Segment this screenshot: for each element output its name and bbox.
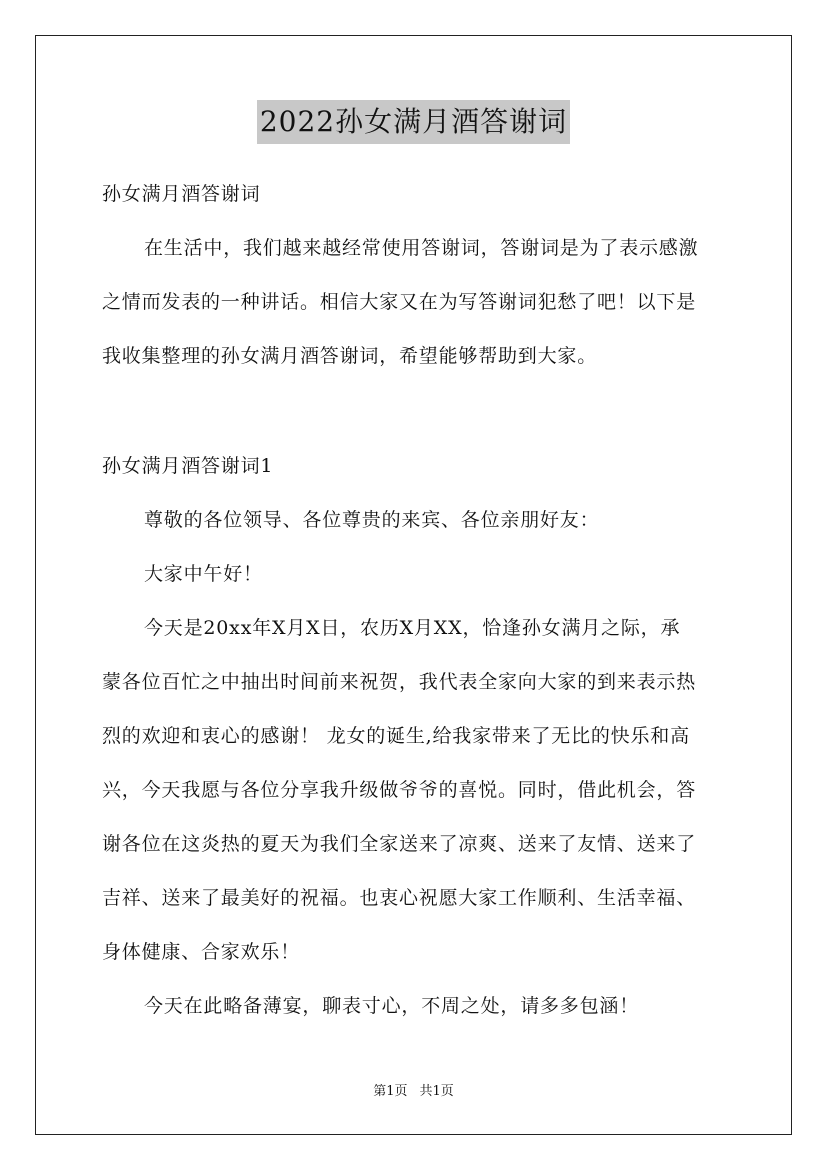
body-paragraph-line: 今天是20xx年X月X日，农历X月XX，恰逢孙女满月之际，承: [144, 617, 681, 639]
page-number: 第1页: [373, 1084, 408, 1099]
document-title: [0, 100, 827, 144]
greeting-line: 尊敬的各位领导、各位尊贵的来宾、各位亲朋好友：: [144, 509, 600, 531]
section-heading: 孙女满月酒答谢词1: [102, 455, 274, 477]
intro-paragraph-line: 我收集整理的孙女满月酒答谢词，希望能够帮助到大家。: [102, 345, 598, 367]
document-subtitle: 孙女满月酒答谢词: [102, 183, 261, 205]
body-paragraph-line: 身体健康、合家欢乐！: [102, 941, 301, 963]
body-paragraph-line: 烈的欢迎和衷心的感谢！ 龙女的诞生,给我家带来了无比的快乐和高: [102, 725, 690, 747]
body-paragraph-line: 兴，今天我愿与各位分享我升级做爷爷的喜悦。同时，借此机会，答: [102, 779, 697, 801]
closing-line: 今天在此略备薄宴，聊表寸心，不周之处，请多多包涵！: [144, 995, 640, 1017]
salutation-line: 大家中午好！: [144, 563, 263, 585]
body-paragraph-line: 蒙各位百忙之中抽出时间前来祝贺，我代表全家向大家的到来表示热: [102, 671, 697, 693]
intro-paragraph-line: 在生活中，我们越来越经常使用答谢词，答谢词是为了表示感激: [144, 237, 699, 259]
document-title-text: 2022孙女满月酒答谢词: [257, 100, 570, 144]
intro-paragraph-line: 之情而发表的一种讲话。相信大家又在为写答谢词犯愁了吧！以下是: [102, 291, 697, 313]
page-total: 共1页: [419, 1084, 454, 1099]
body-paragraph-line: 吉祥、送来了最美好的祝福。也衷心祝愿大家工作顺利、生活幸福、: [102, 887, 697, 909]
page-footer: [0, 1083, 827, 1101]
body-paragraph-line: 谢各位在这炎热的夏天为我们全家送来了凉爽、送来了友情、送来了: [102, 833, 697, 855]
